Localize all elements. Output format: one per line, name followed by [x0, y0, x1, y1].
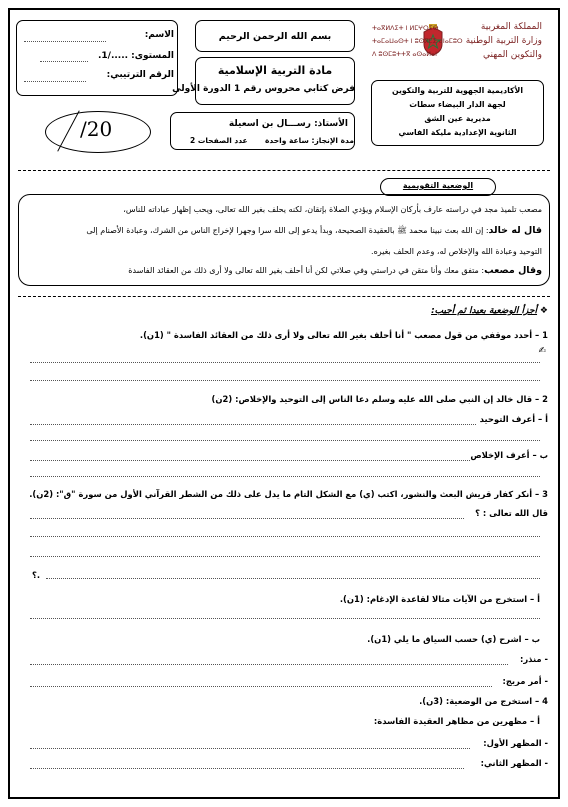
situation-para-1: مصعب تلميذ مجد في دراسته عارف بأركان الإسلام ويؤدي الصلاة بإتقان، لكنه يحلف بغير الله تعالى، ويحب إظهار عباداته للناس، [123, 205, 542, 214]
questions-intro: أجزأ الوضعية بعيدا ثم أجيب: [431, 306, 538, 316]
situation-para-2: : إن الله بعث نبينا محمد ﷺ بالعقيدة الصحيحة، وبدأ يدعو إلى الله سرا وجهرا لإخراج الناس من الشرك، وعبادة الأصنام إلى [86, 226, 489, 235]
question-2b: ب – أعرف الإخلاص [470, 450, 548, 460]
verse-line-4[interactable] [46, 578, 540, 579]
academy-line-3: مديرية عين الشق [424, 114, 491, 123]
answer-line-3b1[interactable] [30, 664, 508, 665]
situation-divider [18, 296, 550, 297]
level-field[interactable] [40, 61, 88, 62]
basmala: بسم الله الرحمن الرحيم [218, 31, 332, 42]
level-label: المستوى: ...../1. [97, 51, 174, 61]
number-label: الرقم الترتيبي: [106, 70, 174, 80]
answer-line-3a[interactable] [30, 618, 540, 619]
ministry-name-3: والتكوين المهني [483, 50, 542, 60]
question-3-lead: قال الله تعالى : ؟ [475, 508, 548, 518]
answer-line-4a1[interactable] [30, 748, 470, 749]
question-1: 1 – أحدد موقفي من قول مصعب " أنا أحلف بغير الله تعالى ولا أرى ذلك من العقائد الفاسدة " (1ن). [139, 330, 548, 340]
answer-line-2b2[interactable] [30, 476, 540, 477]
question-3: 3 – أنكر كفار قريش البعث والنشور، اكتب (ي) مع الشكل التام ما يدل على ذلك من الشطر القرآني الأول من سورة "ق": (2ن). [29, 489, 548, 499]
tifinagh-1: ⵜⴰⴳⵍⴷⵉⵜ ⵏ ⵍⵎⵖⵔⵉⴱ [372, 24, 439, 32]
question-3b-amr-marij: - أمر مريج: [502, 676, 548, 686]
answer-line-2a2[interactable] [30, 440, 540, 441]
situation-para-4: : متفق معك وأنا متقن في دراستي وفي صلاتي لكن أنا أحلف بغير الله تعالى ولا أرى ذلك من العقائد الفاسدة [128, 266, 485, 275]
score-value: /20 [80, 117, 113, 141]
verse-line-2[interactable] [30, 536, 540, 537]
situation-line-4 [128, 265, 542, 276]
duration: مدة الإنجاز: ساعة واحدة [264, 136, 354, 145]
answer-line-3b2[interactable] [30, 686, 492, 687]
diamond-bullet-icon: ❖ [539, 306, 548, 316]
academy-line-1: الأكاديمية الجهوية للتربية والتكوين [391, 86, 524, 95]
answer-line-4a2[interactable] [30, 768, 464, 769]
verse-line-3[interactable] [30, 556, 540, 557]
verse-line-1[interactable] [30, 518, 464, 519]
khalid-label: قال له خالد [488, 225, 542, 236]
subject-title: مادة التربية الإسلامية [217, 64, 333, 77]
ministry-name-1: المملكة المغربية [480, 22, 542, 32]
question-4a-first: - المظهر الأول: [483, 738, 548, 748]
musab-label: وقال مصعب [484, 265, 542, 276]
answer-line-1b[interactable] [30, 380, 540, 381]
question-3b: ب – اشرح (ي) حسب السياق ما يلي (1ن). [367, 634, 540, 644]
answer-line-2a[interactable] [30, 424, 476, 425]
question-2: 2 – قال خالد إن النبي صلى الله عليه وسلم دعا الناس إلى التوحيد والإخلاص: (2ن) [211, 394, 548, 404]
exam-title: فرض كتابي محروس رقم 1 الدورة الأولى [172, 84, 355, 94]
page-count: عدد الصفحات 2 [190, 136, 248, 145]
question-3-end: ؟. [32, 570, 41, 580]
teacher-line [178, 119, 348, 129]
academy-line-2: لجهة الدار البيضاء سطات [409, 100, 506, 109]
question-4: 4 – استخرج من الوضعية: (3ن). [419, 696, 548, 706]
header-divider [18, 170, 550, 171]
answer-line-2b[interactable] [30, 460, 470, 461]
teacher-name: رســـال بن اسعيلة [228, 119, 311, 129]
academy-line-4: الثانوية الإعدادية مليكة الفاسي [398, 128, 517, 137]
situation-title: الوضعية التقويمية [402, 181, 474, 190]
pen-icon: ✍ [538, 346, 546, 356]
name-field[interactable] [24, 41, 106, 42]
situation-line-2 [86, 225, 542, 237]
ministry-name-2: وزارة التربية الوطنية [465, 36, 542, 46]
situation-para-3: التوحيد وعبادة الله والإخلاص له، وعدم الحلف بغيره. [371, 247, 542, 256]
teacher-label: الأستاذ: [314, 119, 348, 129]
question-2a: أ – أعرف التوحيد [479, 414, 548, 424]
question-3b-munthir: - منذر: [519, 654, 548, 664]
tifinagh-3: ⴷ ⵓⵙⵎⵓⵜⵜⴳ ⴰⵙⴰⵍⴰⵏ [372, 50, 438, 58]
tifinagh-2: ⵜⴰⵎⴰⵡⴰⵙⵜ ⵏ ⵓⵙⴳⵎⵉ ⴰⵏⴰⵎⵓⵔ [372, 37, 463, 45]
questions-intro-line [431, 306, 548, 316]
number-field[interactable] [24, 81, 86, 82]
answer-line-1a[interactable] [30, 362, 540, 363]
question-4a-second: - المظهر الثاني: [480, 758, 548, 768]
ministry-header [372, 20, 544, 74]
question-3a: أ – استخرج من الآيات مثالا لقاعدة الإدغام: (1ن). [339, 594, 540, 604]
question-4a: أ – مظهرين من مظاهر العقيدة الفاسدة: [373, 716, 540, 726]
name-label: الاسم: [144, 30, 174, 40]
